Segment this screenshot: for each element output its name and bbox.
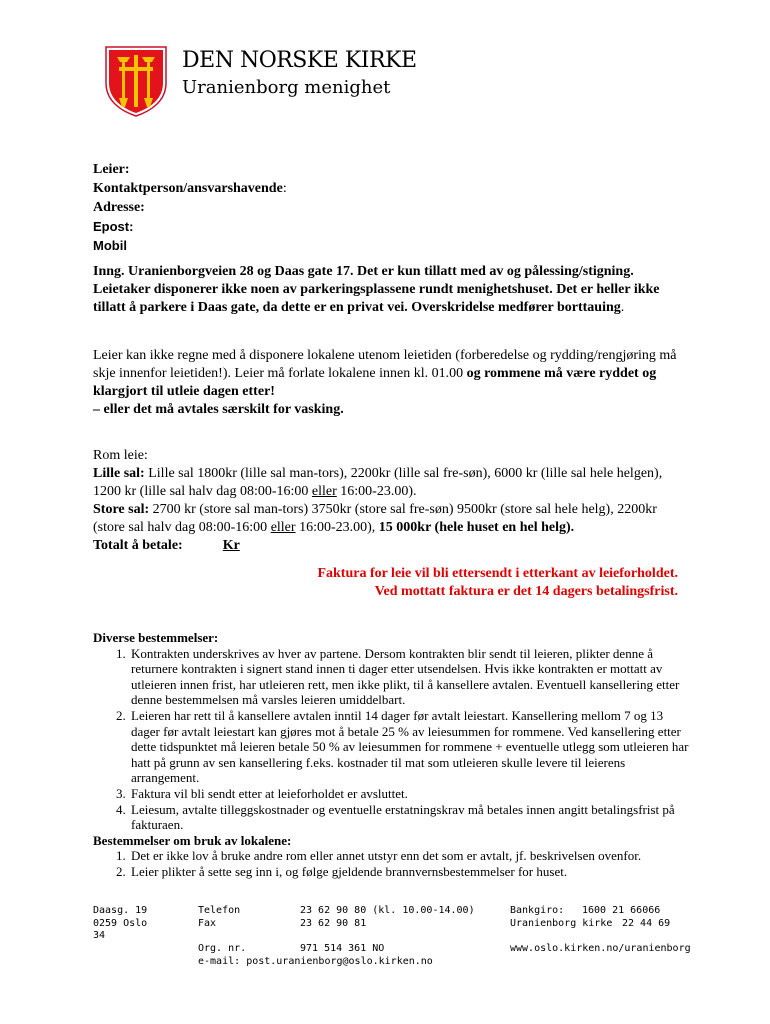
orgnr-label: Org. nr.: [198, 943, 247, 954]
invoice-notice: [93, 565, 678, 601]
footer-contact-labels: [198, 905, 240, 930]
church-label: Uranienborg kirke: [510, 917, 613, 929]
footer-bank: [510, 905, 670, 930]
phone-number: 23 62 90 80 (kl. 10.00-14.00): [300, 905, 475, 916]
invoice-line-1: Faktura for leie vil bli ettersendt i etterkant av leieforholdet.: [317, 566, 678, 581]
footer-contact-values: [300, 905, 475, 930]
usage-terms-heading: Bestemmelser om bruk av lokalene:: [93, 832, 292, 848]
total-row: [93, 537, 683, 555]
church-phone: 22 44 69: [622, 917, 671, 929]
address-label: Adresse:: [93, 200, 145, 215]
bankgiro-number: 1600 21 66066: [582, 905, 661, 916]
rent-intro: Rom leie:: [93, 448, 148, 463]
access-end: .: [620, 300, 625, 315]
usage-paragraph: [93, 347, 683, 419]
list-item: 2. Leier plikter å sette seg inn i, og følge gjeldende brannvernsbestemmelser for huset.: [129, 864, 693, 880]
small-hall: [93, 465, 683, 501]
footer-address-1: Daasg. 19: [93, 905, 148, 916]
list-item: 2. Leieren har rett til å kansellere avtalen inntil 14 dager før avtalt leiestart. Kansellering mellom 7 og 13 dager før avtalt leiestart kan gjøres mot å betale 25 % av leiesummen for rommene. Ved kansellering etter dette tidspunktet må leieren betale 50 % av leiesummen for rommene + eventuelle utlegg som utleieren har hatt på grunn av sen kansellering f.eks. kostnader til mat som utleieren skulle levere til leierens arrangement.: [129, 708, 693, 786]
large-hall-mid: 16:00-23.00),: [295, 520, 379, 535]
contact-label: Kontaktperson/ansvarshavende: [93, 181, 283, 196]
usage-terms-list: [93, 848, 693, 879]
access-text: Inng. Uranienborgveien 28 og Daas gate 17. Det er kun tillatt med av og pålessing/stigning. Leietaker disponerer ikke noen av parkeringsplassene rundt menighetshuset. Det er heller ikke tillatt å parkere i Daas gate, da dette er en privat vei. Overskridelse medfører borttauing: [93, 264, 660, 315]
rent-section: [93, 447, 683, 555]
total-value: Kr: [222, 538, 240, 553]
footer-address-2: 0259 Oslo: [93, 917, 148, 929]
large-hall-or: eller: [270, 520, 296, 535]
list-item: 4. Leiesum, avtalte tilleggskostnader og eventuelle erstatningskrav må betales innen angitt betalingsfrist på fakturaen.: [129, 802, 693, 833]
website-link[interactable]: www.oslo.kirken.no/uranienborg: [510, 943, 691, 954]
terms-list: [93, 646, 693, 833]
orgnr-value: 971 514 361 NO: [300, 943, 385, 954]
terms-section: [93, 630, 693, 880]
access-paragraph: [93, 263, 683, 317]
large-hall: [93, 501, 683, 537]
usage-bold-2: – eller det må avtales særskilt for vasking.: [93, 402, 344, 417]
terms-heading: Diverse bestemmelser:: [93, 630, 219, 645]
org-name: DEN NORSKE KIRKE: [182, 48, 417, 73]
list-item: 1. Det er ikke lov å bruke andre rom eller annet utstyr enn det som er avtalt, jf. beskrivelsen ovenfor.: [129, 848, 693, 864]
email-link[interactable]: post.uranienborg@oslo.kirken.no: [246, 955, 433, 967]
email-label: Epost:: [93, 219, 134, 234]
parish-name: Uranienborg menighet: [182, 77, 391, 98]
fax-label: Fax: [198, 917, 217, 929]
large-hall-label: Store sal:: [93, 502, 150, 517]
large-hall-bold: 15 000kr (hele huset en hel helg).: [378, 520, 575, 535]
small-hall-text: Lille sal 1800kr (lille sal man-tors), 2200kr (lille sal fre-søn), 6000 kr (lille sal hele helgen), 1200 kr (lille sal halv dag 08:00-16:00: [93, 466, 663, 499]
small-hall-or: eller: [311, 484, 337, 499]
large-hall-text: 2700 kr (store sal man-tors) 3750kr (store sal fre-søn) 9500kr (store sal hele helg), 2200kr (store sal halv dag 08:00-16:00: [93, 502, 657, 535]
footer-org: [198, 943, 433, 968]
small-hall-end: 16:00-23.00).: [336, 484, 417, 499]
tenant-label: Leier:: [93, 162, 130, 177]
phone-label: Telefon: [198, 905, 241, 916]
invoice-line-2: Ved mottatt faktura er det 14 dagers betalingsfrist.: [374, 584, 678, 599]
church-logo: [105, 45, 167, 117]
small-hall-label: Lille sal:: [93, 466, 145, 481]
total-label: Totalt å betale:: [93, 538, 183, 553]
contact-row: [93, 179, 287, 198]
footer-address-3: 34: [93, 930, 106, 941]
list-item: 3. Faktura vil bli sendt etter at leieforholdet er avsluttet.: [129, 786, 693, 802]
email-label: e-mail:: [198, 955, 241, 967]
fax-number: 23 62 90 81: [300, 917, 367, 929]
contact-colon: :: [282, 181, 287, 196]
mobile-label: Mobil: [93, 238, 127, 253]
footer-address: [93, 905, 147, 943]
list-item: 1. Kontrakten underskrives av hver av partene. Dersom kontrakten blir sendt til leieren, plikter denne å returnere kontrakten i signert stand innen ti dager etter utsendelsen. Hvis ikke kontrakten er mottatt av utleieren innen frist, har utleieren rett, men ikke plikt, til å kansellere avtalen. Eventuell kansellering etter denne bestemmelsen må varsles leieren umiddelbart.: [129, 646, 693, 708]
usage-bold: og rommene må være ryddet og klargjort til utleie dagen etter!: [93, 366, 657, 399]
contact-fields: [93, 160, 287, 255]
bankgiro-label: Bankgiro:: [510, 905, 565, 916]
usage-text: Leier kan ikke regne med å disponere lokalene utenom leietiden (forberedelse og rydding/rengjøring må skje innenfor leietiden!). Leier må forlate lokalene innen kl. 01.00: [93, 348, 677, 381]
